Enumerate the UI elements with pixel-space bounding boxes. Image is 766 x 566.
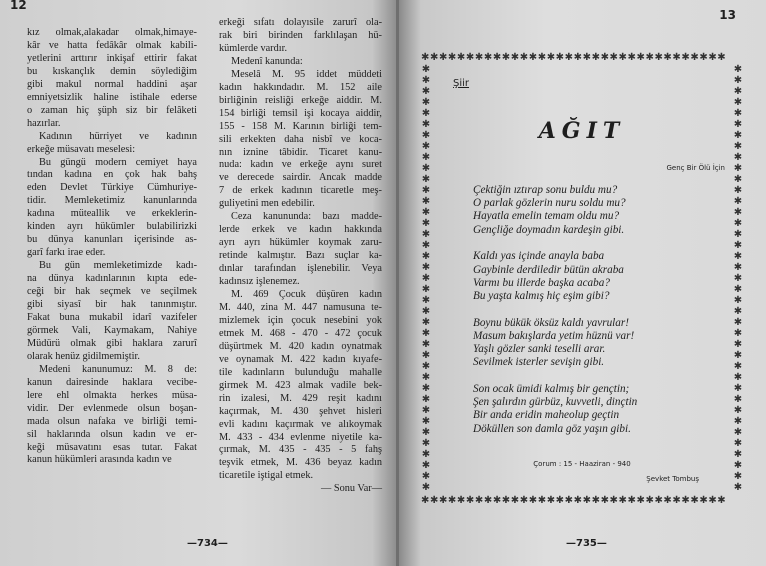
text-line: etmek M. 468 - 470 - 472 çocuk <box>219 327 382 339</box>
text-line: Meselâ M. 95 iddet müddeti <box>231 68 382 80</box>
poem-line: Gençliğe doymadın kardeşin gibi. <box>473 223 625 236</box>
text-line: kadına müteallik ve erkeklerin- <box>27 208 197 220</box>
text-line: yetlerini arttırır inkişaf ettirir fakat <box>27 52 197 64</box>
poem-line: Bir anda eridin maheolup geçtin <box>473 409 620 422</box>
star-border-left: ✱✱✱✱✱✱✱✱✱✱✱✱✱✱✱✱✱✱✱✱✱✱✱✱✱✱✱✱✱✱✱✱✱✱✱✱✱✱✱ <box>421 64 431 493</box>
text-line: Bu gün memleketimizde kadı- <box>39 260 197 272</box>
text-line: nın iznine tâbidir. Ticaret kanu- <box>219 146 382 158</box>
text-line: Medeni kanunumuz: M. 8 de: <box>39 363 197 375</box>
text-line: 7 de erkek kadının ticaretle meş- <box>219 185 382 197</box>
poem-frame <box>421 52 743 506</box>
text-line: Müdürü olmak gibi haklara zarurî <box>27 337 197 349</box>
poem-line: Kaldı yas içinde anayla baba <box>473 250 605 263</box>
text-line: mada olsun nafaka ve birliği temi- <box>27 415 197 427</box>
left-column-text <box>27 27 197 467</box>
place-date: Çorum : 15 - Haaziran - 940 <box>533 460 631 468</box>
text-line: Ceza kanununda: bazı madde- <box>231 211 382 223</box>
text-line: — Sonu Var— <box>320 483 382 495</box>
poem-author: Şevket Tombuş <box>646 475 699 483</box>
text-line: bu kıskançlık demin söylediğim <box>27 65 197 77</box>
section-label: Şiir <box>453 78 470 89</box>
text-line: kanun dairesinde haklara vecibe- <box>27 376 197 388</box>
text-line: erkeğe müsavatı meselesi: <box>27 143 136 155</box>
poem-body <box>473 184 637 449</box>
text-line: kız olmak,alakadar olmak,himaye- <box>27 27 197 38</box>
text-line: guliyetini men edebilir. <box>219 198 315 210</box>
poem-title: AĞIT <box>538 118 626 144</box>
text-line: retinde kalmıştır. Bazı suçlar ka- <box>219 250 382 262</box>
text-line: nuda: kadın ve erkeğe aynı suret <box>219 159 382 171</box>
poem-stanza <box>473 383 637 436</box>
poem-line: Şen şalırdın gürbüz, kuvvetli, dinçtin <box>473 396 638 409</box>
text-line: lere ehl olmakta herkes müsa- <box>27 389 197 401</box>
text-line: eden Devlet Türkiye Cümhuriye- <box>27 182 197 194</box>
star-border-right: ✱✱✱✱✱✱✱✱✱✱✱✱✱✱✱✱✱✱✱✱✱✱✱✱✱✱✱✱✱✱✱✱✱✱✱✱✱✱✱ <box>733 64 743 493</box>
text-line: emniyetsizlik haline istihale ederse <box>27 91 197 103</box>
text-line: ve derecede sairdir. Ancak madde <box>219 172 382 184</box>
poem-line: Sevilmek isterler sevişin gibi. <box>473 356 605 369</box>
poem-line: Döküllen son damla göz yaşın gibi. <box>473 422 631 435</box>
dedication: Genç Bir Ölü İçin <box>666 164 725 172</box>
poem-stanza <box>473 184 637 237</box>
text-line: kanun hükümleri arasında kadın ve <box>27 454 172 466</box>
text-line: sili erkekten daha nisbî ve koca- <box>219 133 382 145</box>
text-line: erkeği sıfatı dolayısile zarurî ola- <box>219 17 382 28</box>
text-line: M. 433 - 434 evlenme niyetile ka- <box>219 431 382 443</box>
text-line: kinden ayrı hükümler bulabilirizki <box>27 221 197 233</box>
text-line: evli kadını kaçırmak ve alıkoymak <box>219 418 382 430</box>
text-line: bu dünya kanunları içerisinde as- <box>27 234 197 246</box>
text-line: keği müsavatını esas tutar. Fakat <box>27 441 197 453</box>
right-column-text <box>219 17 382 496</box>
right-page-footer: —735— <box>566 538 607 549</box>
text-line: ticaretile iştigal etmek. <box>219 470 314 482</box>
right-page-number: 13 <box>719 8 736 22</box>
text-line: rin izalesi, M. 429 reşit kadını <box>219 392 382 404</box>
text-line: tından kadına en çok hak bahş <box>27 169 197 181</box>
left-page-number: 12 <box>10 0 27 12</box>
text-line: kadınsız işlenemez. <box>219 276 300 288</box>
poem-stanza <box>473 317 637 370</box>
text-line: ayrı ayrı hükümler koymak zaru- <box>219 237 382 249</box>
text-line: düşürtmek M. 420 kadın oynatmak <box>219 340 382 352</box>
text-line: ve oynamak M. 422 kadın kıyafe- <box>219 353 382 365</box>
poem-line: Yaşlı gözler sanki teselli arar. <box>473 343 606 356</box>
poem-line: Masum bakışlarda yetim hüznü var! <box>473 329 635 342</box>
star-border-bottom: ✱✱✱✱✱✱✱✱✱✱✱✱✱✱✱✱✱✱✱✱✱✱✱✱✱✱✱✱✱✱✱✱✱✱ <box>421 495 727 506</box>
text-line: görmek Vali, Kaymakam, Nahiye <box>27 324 197 336</box>
text-line: 154 birliği temsil işi kocaya aiddir, <box>219 107 382 119</box>
text-line: M. 440, zina M. 447 namusuna te- <box>219 301 382 313</box>
text-line: olarak henüz gidilmemiştir. <box>27 350 140 362</box>
text-line: Bu güngü modern cemiyet haya <box>39 156 197 168</box>
poem-line: Hayatla emelin temam oldu mu? <box>473 210 620 223</box>
text-line: gibi siyasî bir hak tanınmıştır. <box>27 299 197 311</box>
text-line: 155 - 158 M. Karının birliği tem- <box>219 120 382 132</box>
text-line: kümlerde vardır. <box>219 42 288 54</box>
text-line: birliğinin reisliği erkeğe aiddir. M. <box>219 94 382 106</box>
text-line: ceği bir hak seçmek ve seçilmek <box>27 286 197 298</box>
star-border-top: ✱✱✱✱✱✱✱✱✱✱✱✱✱✱✱✱✱✱✱✱✱✱✱✱✱✱✱✱✱✱✱✱✱✱ <box>421 52 727 63</box>
text-line: Medenî kanunda: <box>231 55 303 67</box>
text-line: Fakat buna mukabil idarî vazifeler <box>27 311 197 323</box>
text-line: rak biri birinden farklılaşan hü- <box>219 29 382 41</box>
text-line: sil haklarında olsun kadın ve er- <box>27 428 197 440</box>
poem-line: Gaybinle derdiledir bütün akraba <box>473 263 624 276</box>
text-line: mizlemek için çocuk nesebini yok <box>219 314 382 326</box>
poem-line: Varmı bu illerde başka acaba? <box>473 276 610 289</box>
text-line: tile kadınların bulunduğu mahalle <box>219 366 382 378</box>
poem-line: Son ocak ümidi kalmış bir gençtin; <box>473 382 630 395</box>
text-line: kaçırmak, M. 430 şehvet hisleri <box>219 405 382 417</box>
text-line: tidir. Memleketimiz kanunlarında <box>27 195 197 207</box>
right-page <box>399 0 766 566</box>
text-line: na dünya kadınlarının kıpta ede- <box>27 273 197 285</box>
text-line: garî farkı irae eder. <box>27 247 106 259</box>
poem-line: Boynu bükük öksüz kaldı yavrular! <box>473 316 629 329</box>
poem-line: Çektiğin ıztırap sonu buldu mu? <box>473 184 618 196</box>
text-line: vidir. Der evlenmede olsun boşan- <box>27 402 197 414</box>
text-line: teşvik etmek, M. 436 beyaz kadın <box>219 457 382 469</box>
text-line: lerde erkek ve kadın hakkında <box>219 224 382 236</box>
text-line: kâr ve hatta fedâkâr olmak kabili- <box>27 39 197 51</box>
text-line: kadın hakkındadır. M. 152 aile <box>219 81 382 93</box>
poem-stanza <box>473 250 637 303</box>
text-line: Kadının hürriyet ve kadının <box>39 130 197 142</box>
text-line: dınlar tarafından işlenebilir. Veya <box>219 263 382 275</box>
poem-line: O parlak gözlerin nuru soldu mu? <box>473 197 626 210</box>
left-page-footer: —734— <box>187 538 228 549</box>
text-line: girmek M. 423 almak vadile bek- <box>219 379 382 391</box>
poem-line: Bu yaşta kalmış hiç eşim gibi? <box>473 289 610 302</box>
text-line: hazırlar. <box>27 117 61 129</box>
text-line: çırmak, M. 435 - 435 - 5 fahş <box>219 444 382 456</box>
text-line: M. 469 Çocuk düşüren kadın <box>231 289 382 301</box>
text-line: gibi makul normal haddini aşar <box>27 78 197 90</box>
text-line: o zaman hiç şüph siz bir felâketi <box>27 104 197 116</box>
